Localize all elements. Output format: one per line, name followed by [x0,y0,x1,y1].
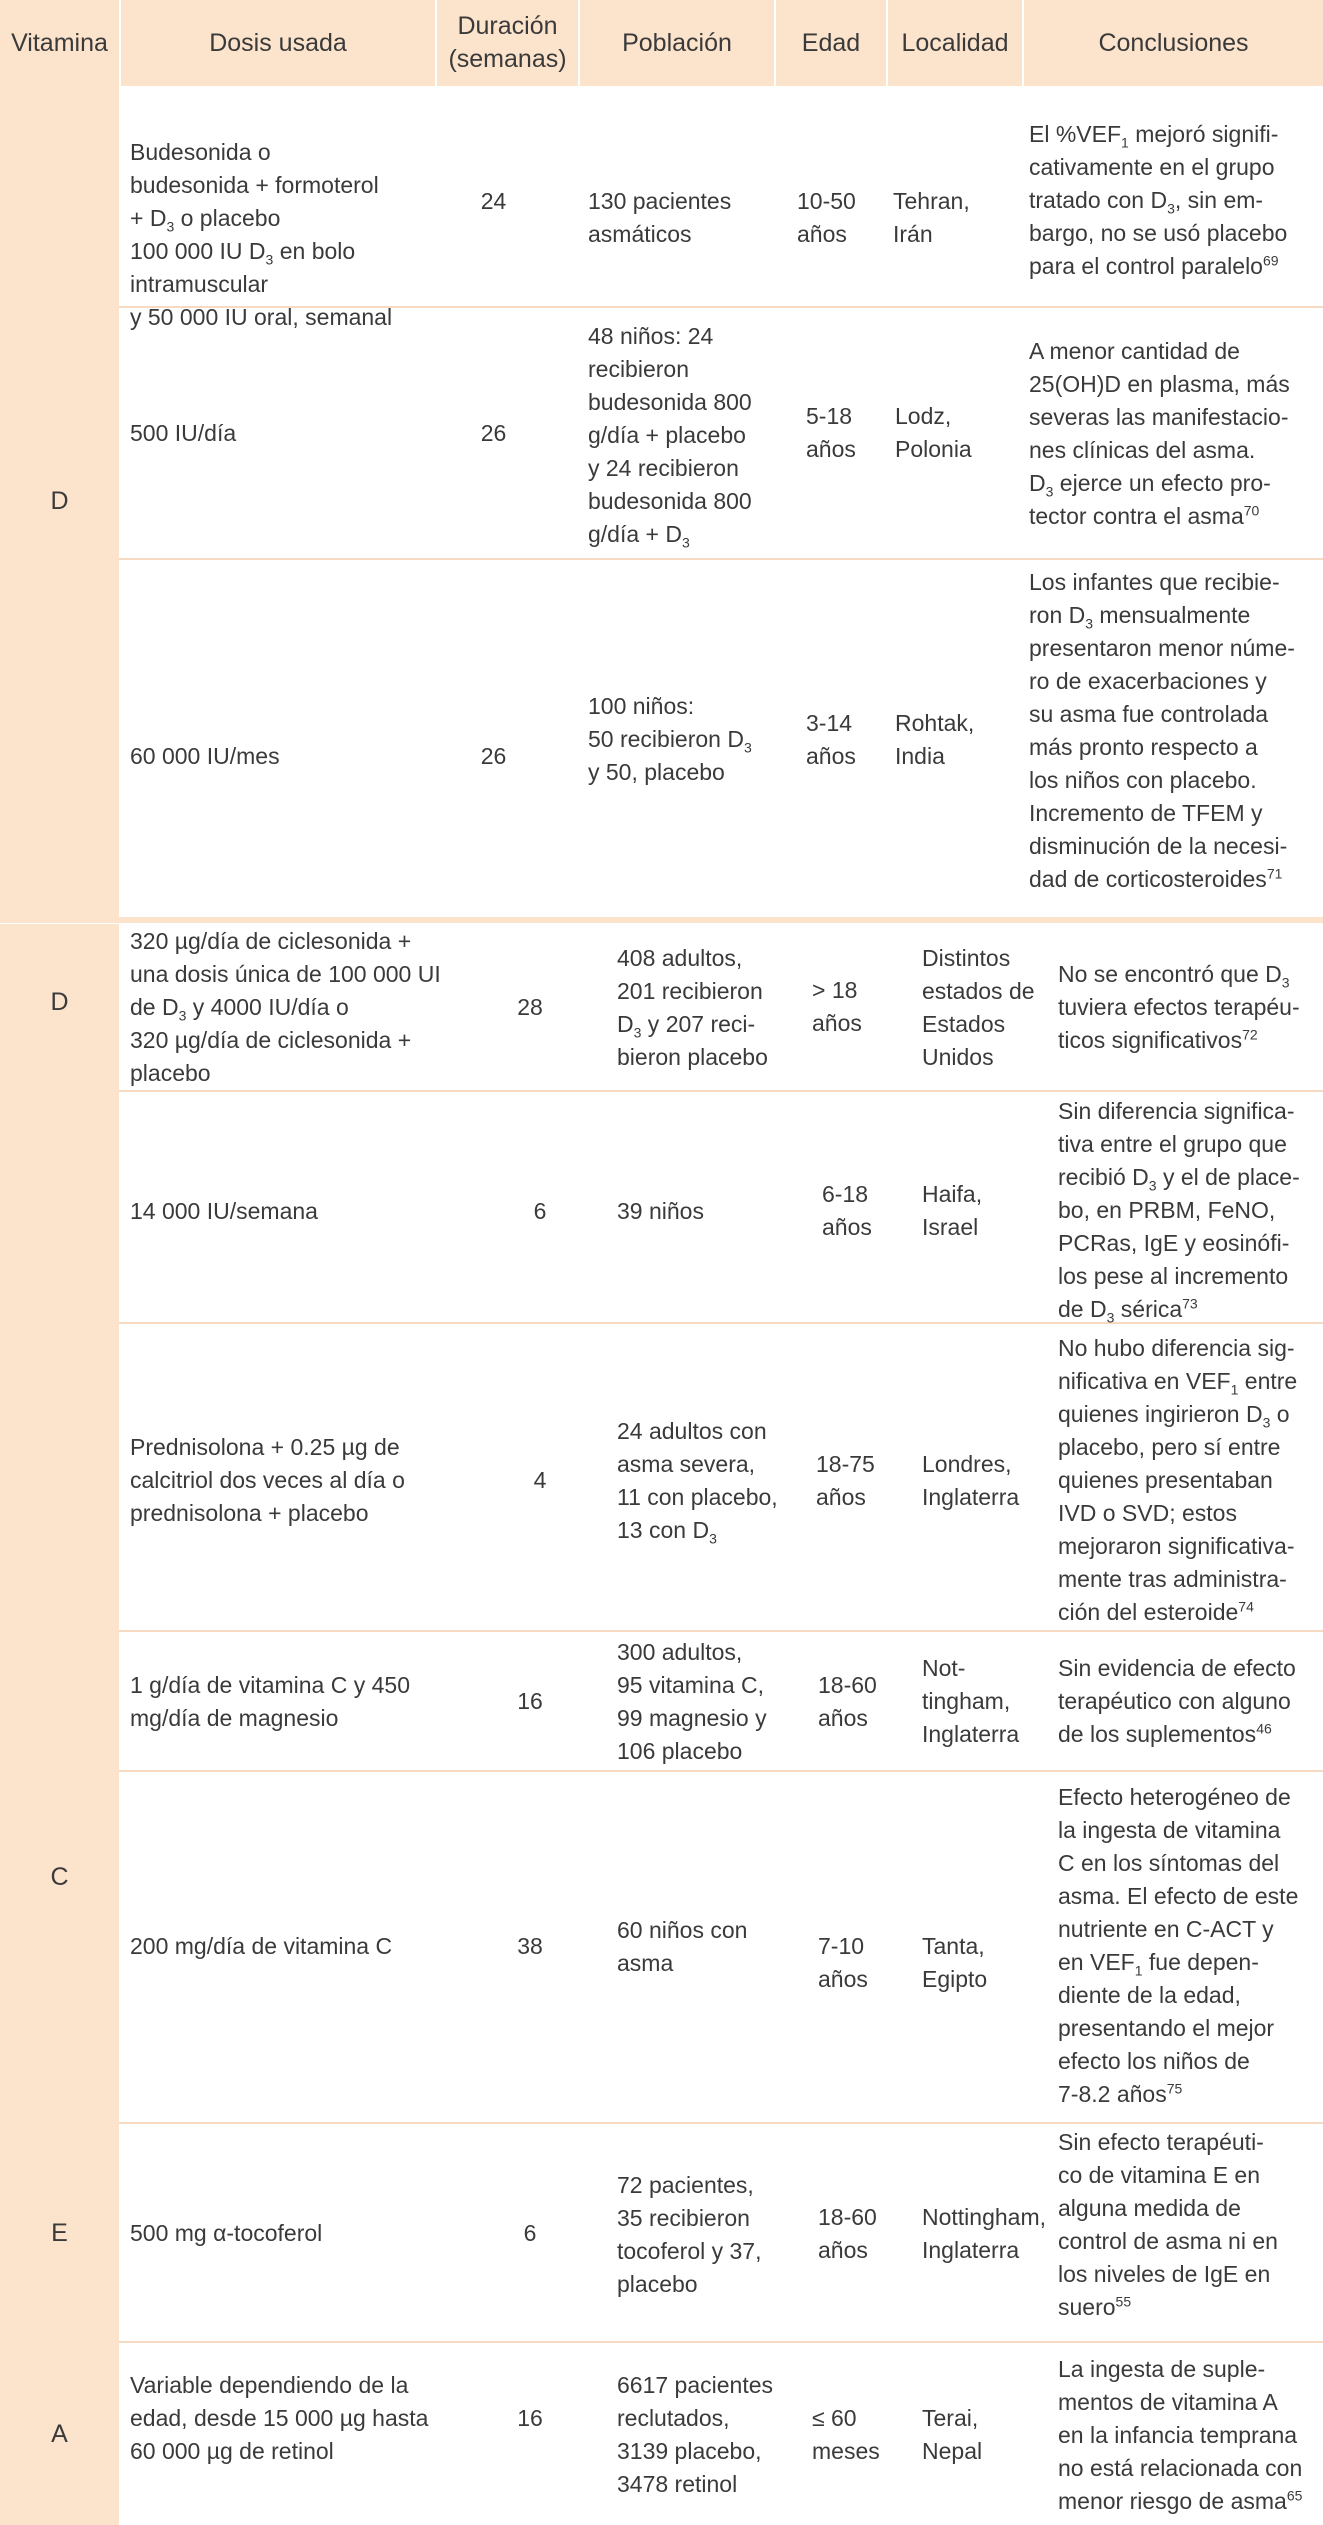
cell-conclusiones-line: placebo, pero sí entre [1058,1434,1281,1460]
cell-conclusiones-line: severas las manifestacio- [1029,404,1289,430]
cell-poblacion-line: tocoferol y 37, [617,2238,762,2264]
cell-conclusiones-line: No se encontró que $D_3$ [1058,961,1290,991]
cell-localidad-line: Egipto [922,1966,988,1992]
cell-poblacion-line: 3139 placebo, [617,2438,762,2464]
cell-edad-line: años [818,1966,868,1992]
page-break-divider [0,917,1323,923]
cell-conclusiones-line: tuviera efectos terapéu- [1058,994,1300,1020]
cell-poblacion-line: asmáticos [588,221,692,247]
cell-dosis-line: una dosis única de 100 000 UI [130,961,441,987]
cell-poblacion-line: 48 niños: 24 [588,323,714,349]
cell-localidad-line: Irán [893,221,933,247]
cell-duracion: 16 [517,2405,543,2431]
cell-conclusiones-line: en la infancia temprana [1058,2422,1298,2448]
header-edad: Edad [801,28,861,57]
cell-edad-line: años [822,1214,872,1240]
header-separator [435,0,437,86]
row-separator [119,1770,1323,1772]
cell-edad-line: 18-60 [818,2204,877,2230]
cell-poblacion-line: y 50, placebo [588,759,725,785]
header-separator [774,0,776,86]
cell-poblacion-line: 39 niños [617,1198,704,1224]
cell-localidad-line: Distintos [922,945,1011,971]
cell-conclusiones-line: IVD o SVD; estos [1058,1500,1237,1526]
cell-conclusiones-line: control de asma ni en [1058,2228,1278,2254]
cell-dosis-line: 320 µg/día de ciclesonida + [130,1027,412,1053]
cell-dosis-line: budesonida + formoterol [130,172,379,198]
cell-dosis-line: placebo [130,1060,211,1086]
header-conclusiones: Conclusiones [1098,28,1249,57]
cell-conclusiones-line: de $D_3$ sérica$^{73}$ [1058,1295,1198,1326]
cell-poblacion-line: 106 placebo [617,1738,743,1764]
cell-edad-line: años [806,436,856,462]
cell-conclusiones-line: ción del esteroide$^{74}$ [1058,1598,1254,1625]
cell-dosis-line: mg/día de magnesio [130,1705,339,1731]
cell-localidad-line: Lodz, [895,403,952,429]
cell-edad-line: 3-14 [806,710,853,736]
cell-poblacion-line: 72 pacientes, [617,2172,754,2198]
cell-duracion: 28 [517,994,543,1020]
cell-edad-line: años [818,2237,868,2263]
cell-conclusiones-line: nutriente en C-ACT y [1058,1916,1274,1942]
cell-poblacion-line: y 24 recibieron [588,455,739,481]
cell-conclusiones-line: los niveles de IgE en [1058,2261,1271,2287]
cell-dosis-line: intramuscular [130,271,269,297]
vitamin-column-bg-bottom [0,924,119,2525]
header-localidad: Localidad [901,28,1009,57]
cell-localidad-line: Haifa, [922,1181,983,1207]
cell-conclusiones-line: Los infantes que recibie- [1029,569,1280,595]
cell-edad-line: ≤ 60 [812,2405,857,2431]
cell-dosis-line: Budesonida o [130,139,271,165]
cell-localidad-line: Tehran, [893,188,970,214]
cell-conclusiones-line: $D_3$ ejerce un efecto pro- [1029,470,1271,500]
row-separator [119,2341,1323,2343]
cell-conclusiones-line: mejoraron significativa- [1058,1533,1295,1559]
cell-poblacion-line: 24 adultos con [617,1418,767,1444]
cell-edad-line: años [812,1010,862,1036]
cell-localidad-line: Nepal [922,2438,983,2464]
header-duracion-line2: (semanas) [448,45,567,73]
cell-dosis-line: 60 000 µg de retinol [130,2438,334,2464]
cell-edad-line: años [806,743,856,769]
cell-conclusiones-line: asma. El efecto de este [1058,1883,1299,1909]
cell-conclusiones-line: A menor cantidad de [1029,338,1240,364]
cell-dosis-line: calcitriol dos veces al día o [130,1467,405,1493]
cell-poblacion-line: 100 niños: [588,693,695,719]
header-vitamina: Vitamina [11,28,108,57]
row-separator [119,1090,1323,1092]
cell-conclusiones-line: dad de corticosteroides$^{71}$ [1029,865,1283,892]
cell-dosis-line: 500 IU/día [130,420,237,446]
cell-conclusiones-line: quienes ingirieron $D_3$ o [1058,1401,1290,1431]
cell-poblacion-line: recibieron [588,356,689,382]
header-duracion [437,0,578,86]
cell-localidad-line: Not- [922,1655,966,1681]
cell-conclusiones-line: ro de exacerbaciones y [1029,668,1267,694]
cell-conclusiones-line: 25(OH)D en plasma, más [1029,371,1290,397]
cell-poblacion-line: 95 vitamina C, [617,1672,765,1698]
cell-conclusiones-line: Sin evidencia de efecto [1058,1655,1296,1681]
cell-poblacion-line: g/día + placebo [588,422,746,448]
cell-duracion: 24 [480,188,507,214]
cell-poblacion-line: 408 adultos, [617,945,743,971]
cell-localidad-line: India [895,743,945,769]
cell-poblacion-line: 201 recibieron [617,978,763,1004]
cell-edad-line: > 18 [812,977,858,1003]
cell-conclusiones-line: Incremento de TFEM y [1029,800,1263,826]
cell-conclusiones-line: PCRas, IgE y eosinófi- [1058,1230,1290,1256]
cell-edad-line: 18-60 [818,1672,877,1698]
cell-localidad-line: Inglaterra [922,1721,1020,1747]
cell-conclusiones-line: disminución de la necesi- [1029,833,1288,859]
cell-conclusiones-line: alguna medida de [1058,2195,1241,2221]
cell-conclusiones-line: ron $D_3$ mensualmente [1029,602,1251,632]
cell-dosis-line: 14 000 IU/semana [130,1198,318,1224]
cell-localidad-line: Inglaterra [922,2237,1020,2263]
cell-poblacion-line: 300 adultos, [617,1639,743,1665]
cell-edad-line: meses [812,2438,880,2464]
cell-localidad-line: Israel [922,1214,979,1240]
cell-conclusiones-line: La ingesta de suple- [1058,2356,1266,2382]
cell-poblacion-line: 3478 retinol [617,2471,738,2497]
cell-localidad-line: Rohtak, [895,710,975,736]
cell-poblacion-line: budesonida 800 [588,389,752,415]
cell-conclusiones-line: nes clínicas del asma. [1029,437,1256,463]
cell-poblacion-line: 60 niños con [617,1917,748,1943]
cell-duracion: 26 [480,420,507,446]
cell-conclusiones-line: bo, en PRBM, FeNO, [1058,1197,1276,1223]
cell-edad-line: 10-50 [797,188,856,214]
cell-localidad-line: Nottingham, [922,2204,1047,2230]
cell-poblacion-line: reclutados, [617,2405,730,2431]
vitamin-group-label: E [51,2219,68,2247]
cell-dosis-line: edad, desde 15 000 µg hasta [130,2405,429,2431]
cell-poblacion-line: 99 magnesio y [617,1705,767,1731]
row-separator [119,1630,1323,1632]
row-separator [119,558,1323,560]
vitamin-column-bg-top [0,0,119,918]
cell-localidad-line: Unidos [922,1044,994,1070]
cell-localidad-line: Terai, [922,2405,979,2431]
cell-poblacion-line: asma severa, [617,1451,756,1477]
cell-conclusiones-line: no está relacionada con [1058,2455,1303,2481]
cell-duracion: 6 [533,1198,547,1224]
header-separator [119,0,121,86]
cell-conclusiones-line: nificativa en $VEF_1$ entre [1058,1368,1298,1398]
cell-dosis-line: Variable dependiendo de la [130,2372,409,2398]
cell-poblacion-line: bieron placebo [617,1044,768,1070]
cell-poblacion-line: budesonida 800 [588,488,752,514]
cell-conclusiones-line: tector contra el asma$^{70}$ [1029,502,1260,529]
cell-conclusiones-line: 7-8.2 años$^{75}$ [1058,2080,1183,2107]
cell-localidad-line: Estados [922,1011,1006,1037]
cell-conclusiones-line: tiva entre el grupo que [1058,1131,1287,1157]
cell-poblacion-line: placebo [617,2271,698,2297]
cell-conclusiones-line: Efecto heterogéneo de [1058,1784,1291,1810]
cell-duracion: 38 [517,1933,543,1959]
cell-localidad-line: Polonia [895,436,972,462]
cell-edad-line: años [818,1705,868,1731]
cell-dosis-line: + $D_3$ o placebo [130,205,281,235]
cell-edad-line: 6-18 [822,1181,869,1207]
cell-conclusiones-line: quienes presentaban [1058,1467,1273,1493]
cell-poblacion-line: 13 con $D_3$ [617,1517,717,1547]
cell-conclusiones-line: efecto los niños de [1058,2048,1250,2074]
cell-dosis-line: 60 000 IU/mes [130,743,280,769]
cell-edad-line: años [816,1484,866,1510]
cell-edad-line: años [797,221,847,247]
header-duracion-line1: Duración [457,12,558,40]
row-separator [119,2122,1323,2124]
cell-poblacion-line: 35 recibieron [617,2205,750,2231]
cell-conclusiones-line: tratado con $D_3$, sin em- [1029,187,1264,217]
vitamin-group-label: D [50,988,69,1016]
cell-conclusiones-line: co de vitamina E en [1058,2162,1261,2188]
cell-poblacion-line: 50 recibieron $D_3$ [588,726,752,756]
cell-localidad-line: tingham, [922,1688,1011,1714]
cell-duracion: 4 [533,1467,547,1493]
cell-conclusiones-line: suero$^{55}$ [1058,2293,1132,2320]
cell-poblacion-line: 6617 pacientes [617,2372,774,2398]
cell-localidad-line: Tanta, [922,1933,985,1959]
cell-conclusiones-line: en $VEF_1$ fue depen- [1058,1949,1259,1979]
cell-conclusiones-line: presentando el mejor [1058,2015,1275,2041]
cell-poblacion-line: $D_3$ y 207 reci- [617,1011,756,1041]
cell-conclusiones-line: bargo, no se usó placebo [1029,220,1288,246]
cell-dosis-line: 1 g/día de vitamina C y 450 [130,1672,410,1698]
header-separator [1022,0,1024,86]
cell-poblacion-line: asma [617,1950,674,1976]
cell-edad-line: 18-75 [816,1451,875,1477]
cell-dosis-line: 100 000 IU $D_3$ en bolo [130,238,356,268]
cell-conclusiones-line: presentaron menor núme- [1029,635,1295,661]
cell-poblacion-line: g/día + $D_3$ [588,521,690,551]
cell-duracion: 26 [480,743,507,769]
cell-conclusiones-line: de los suplementos$^{46}$ [1058,1720,1272,1747]
vitamin-group-label: C [50,1863,69,1891]
cell-poblacion-line: 11 con placebo, [617,1484,778,1510]
cell-conclusiones-line: El $\%VEF_1$ mejoró signifi- [1029,121,1279,151]
cell-localidad-line: estados de [922,978,1035,1004]
cell-duracion: 16 [517,1688,543,1714]
cell-localidad-line: Londres, [922,1451,1012,1477]
header-separator [578,0,580,86]
cell-conclusiones-line: Sin diferencia significa- [1058,1098,1295,1124]
cell-dosis-line: de $D_3$ y 4000 IU/día o [130,994,349,1024]
cell-conclusiones-line: mente tras administra- [1058,1566,1287,1592]
cell-conclusiones-line: recibió $D_3$ y el de place- [1058,1164,1300,1194]
cell-edad-line: 7-10 [818,1933,865,1959]
header-dosis: Dosis usada [209,28,347,57]
cell-localidad-line: Inglaterra [922,1484,1020,1510]
cell-conclusiones-line: cativamente en el grupo [1029,154,1275,180]
header-separator [886,0,888,86]
cell-conclusiones-line: más pronto respecto a [1029,734,1258,760]
vitamin-group-label: D [50,487,69,515]
cell-conclusiones-line: su asma fue controlada [1029,701,1269,727]
cell-poblacion-line: 130 pacientes [588,188,732,214]
cell-dosis-line: Prednisolona + 0.25 µg de [130,1434,400,1460]
cell-conclusiones-line: para el control paralelo$^{69}$ [1029,252,1279,279]
cell-conclusiones-line: los pese al incremento [1058,1263,1289,1289]
cell-conclusiones-line: menor riesgo de asma$^{65}$ [1058,2487,1303,2514]
cell-edad-line: 5-18 [806,403,853,429]
vitamin-group-label: A [51,2420,68,2448]
cell-duracion: 6 [523,2220,537,2246]
cell-dosis-line: 500 mg α-tocoferol [130,2220,323,2246]
cell-conclusiones-line: ticos significativos$^{72}$ [1058,1026,1258,1053]
cell-conclusiones-line: mentos de vitamina A [1058,2389,1278,2415]
cell-dosis-line: y 50 000 IU oral, semanal [130,304,393,330]
cell-conclusiones-line: No hubo diferencia sig- [1058,1335,1295,1361]
cell-conclusiones-line: diente de la edad, [1058,1982,1241,2008]
cell-conclusiones-line: terapéutico con alguno [1058,1688,1291,1714]
cell-dosis-line: 200 mg/día de vitamina C [130,1933,393,1959]
header-poblacion: Población [622,28,732,57]
cell-conclusiones-line: Sin efecto terapéuti- [1058,2129,1264,2155]
cell-dosis-line: 320 µg/día de ciclesonida + [130,928,412,954]
cell-conclusiones-line: C en los síntomas del [1058,1850,1280,1876]
cell-dosis-line: prednisolona + placebo [130,1500,369,1526]
cell-conclusiones-line: los niños con placebo. [1029,767,1257,793]
cell-conclusiones-line: la ingesta de vitamina [1058,1817,1281,1843]
